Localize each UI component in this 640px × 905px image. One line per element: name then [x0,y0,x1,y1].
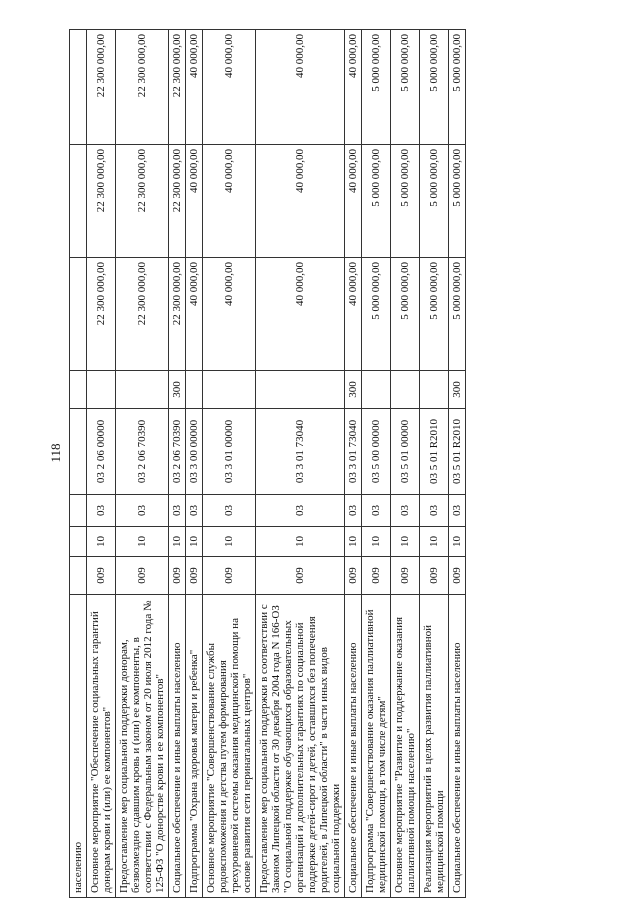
section-cell: 10 [256,527,345,557]
table-body [70,30,466,898]
subsection-cell: 03 [169,495,186,527]
target-article-cell: 03 3 01 73040 [256,409,345,495]
expense-type-cell [116,371,169,409]
target-article-cell: 03 2 06 00000 [87,409,116,495]
table-row [391,30,420,898]
section-cell: 10 [449,527,466,557]
table-row [449,30,466,898]
section-cell: 10 [362,527,391,557]
table-row [116,30,169,898]
target-article-cell: 03 3 01 73040 [345,409,362,495]
amount-year2-cell: 5 000 000,00 [449,145,466,258]
amount-year1-cell: 5 000 000,00 [391,258,420,371]
amount-year3-cell: 22 300 000,00 [169,30,186,145]
dept-code-cell: 009 [420,557,449,595]
amount-year2-cell: 40 000,00 [256,145,345,258]
section-cell: 10 [116,527,169,557]
dept-code-cell: 009 [169,557,186,595]
amount-year2-cell: 40 000,00 [186,145,203,258]
subsection-cell: 03 [256,495,345,527]
amount-year1-cell: 5 000 000,00 [449,258,466,371]
table-row [70,30,87,898]
amount-year3-cell: 40 000,00 [345,30,362,145]
page-number: 118 [48,443,63,463]
budget-table-rotated [69,30,599,898]
amount-year1-cell: 40 000,00 [256,258,345,371]
subsection-cell [70,495,87,527]
target-article-cell [70,409,87,495]
amount-year3-cell: 22 300 000,00 [116,30,169,145]
expense-type-cell [70,371,87,409]
amount-year1-cell: 5 000 000,00 [362,258,391,371]
section-cell: 10 [391,527,420,557]
expense-type-cell: 300 [449,371,466,409]
expense-type-cell [362,371,391,409]
expense-type-cell: 300 [345,371,362,409]
target-article-cell: 03 3 00 00000 [186,409,203,495]
row-name-cell: Предоставление мер социальной поддержки в соответствии с Законом Липецкой области от 30 декабря 2004 года N 166-ОЗ "О социальной поддержке обучающихся образовательных организаций и дополнительных гарантиях по социальной поддержке детей-сирот и детей, оставшихся без попечения родителей, в Липецкой области" в части иных видов социальной поддержки [256,595,345,898]
amount-year1-cell: 40 000,00 [203,258,256,371]
amount-year2-cell: 22 300 000,00 [169,145,186,258]
row-name-cell: Подпрограмма "Охрана здоровья матери и ребенка" [186,595,203,898]
row-name-cell: Основное мероприятие "Обеспечение социальных гарантий донорам крови и (или) ее компонентов" [87,595,116,898]
subsection-cell: 03 [87,495,116,527]
table-row [186,30,203,898]
amount-year2-cell: 5 000 000,00 [420,145,449,258]
amount-year1-cell: 5 000 000,00 [420,258,449,371]
subsection-cell: 03 [203,495,256,527]
expense-type-cell [256,371,345,409]
subsection-cell: 03 [186,495,203,527]
row-name-cell: Основное мероприятие "Совершенствование службы родовспоможения и детства путем формирования трехуровневой системы оказания медицинской помощи на основе развития сети перинатальных центров" [203,595,256,898]
amount-year3-cell [70,30,87,145]
amount-year2-cell: 40 000,00 [203,145,256,258]
amount-year3-cell: 5 000 000,00 [391,30,420,145]
amount-year3-cell: 40 000,00 [203,30,256,145]
dept-code-cell: 009 [186,557,203,595]
target-article-cell: 03 5 01 R2010 [449,409,466,495]
row-name-cell: Социальное обеспечение и иные выплаты населению [449,595,466,898]
table-row [87,30,116,898]
subsection-cell: 03 [116,495,169,527]
target-article-cell: 03 2 06 70390 [116,409,169,495]
table-row [169,30,186,898]
expense-type-cell: 300 [169,371,186,409]
row-name-cell: Основное мероприятие "Развитие и поддержание оказания паллиативной помощи населению" [391,595,420,898]
subsection-cell: 03 [420,495,449,527]
row-name-cell: Социальное обеспечение и иные выплаты населению [169,595,186,898]
amount-year1-cell [70,258,87,371]
amount-year3-cell: 22 300 000,00 [87,30,116,145]
expense-type-cell [391,371,420,409]
table-row [203,30,256,898]
section-cell: 10 [169,527,186,557]
amount-year3-cell: 5 000 000,00 [362,30,391,145]
amount-year2-cell: 5 000 000,00 [362,145,391,258]
row-name-cell: Реализация мероприятий в целях развития паллиативной медицинской помощи [420,595,449,898]
dept-code-cell [70,557,87,595]
dept-code-cell: 009 [362,557,391,595]
row-name-cell: Подпрограмма "Совершенствование оказания паллиативной медицинской помощи, в том числе детям" [362,595,391,898]
dept-code-cell: 009 [116,557,169,595]
section-cell: 10 [345,527,362,557]
section-cell [70,527,87,557]
amount-year2-cell: 22 300 000,00 [116,145,169,258]
target-article-cell: 03 2 06 70390 [169,409,186,495]
expense-type-cell [203,371,256,409]
section-cell: 10 [87,527,116,557]
section-cell: 10 [203,527,256,557]
amount-year3-cell: 5 000 000,00 [420,30,449,145]
amount-year3-cell: 5 000 000,00 [449,30,466,145]
target-article-cell: 03 3 01 00000 [203,409,256,495]
target-article-cell: 03 5 01 R2010 [420,409,449,495]
expense-type-cell [420,371,449,409]
target-article-cell: 03 5 00 00000 [362,409,391,495]
dept-code-cell: 009 [449,557,466,595]
amount-year2-cell [70,145,87,258]
amount-year1-cell: 22 300 000,00 [169,258,186,371]
dept-code-cell: 009 [345,557,362,595]
dept-code-cell: 009 [87,557,116,595]
expense-type-cell [87,371,116,409]
budget-table [69,29,466,898]
amount-year3-cell: 40 000,00 [186,30,203,145]
amount-year1-cell: 40 000,00 [345,258,362,371]
row-name-cell: Социальное обеспечение и иные выплаты населению [345,595,362,898]
subsection-cell: 03 [345,495,362,527]
table-row [256,30,345,898]
amount-year1-cell: 22 300 000,00 [87,258,116,371]
dept-code-cell: 009 [391,557,420,595]
expense-type-cell [186,371,203,409]
table-row [362,30,391,898]
target-article-cell: 03 5 01 00000 [391,409,420,495]
table-row [420,30,449,898]
amount-year2-cell: 5 000 000,00 [391,145,420,258]
section-cell: 10 [186,527,203,557]
subsection-cell: 03 [449,495,466,527]
amount-year1-cell: 22 300 000,00 [116,258,169,371]
budget-table-container [69,30,599,898]
amount-year2-cell: 22 300 000,00 [87,145,116,258]
amount-year3-cell: 40 000,00 [256,30,345,145]
subsection-cell: 03 [362,495,391,527]
amount-year2-cell: 40 000,00 [345,145,362,258]
dept-code-cell: 009 [256,557,345,595]
row-name-cell: Предоставление мер социальной поддержки донорам, безвозмездно сдавшим кровь и (или) ее компоненты, в соответствии с Федеральным законом от 20 июля 2012 года № 125-ФЗ "О донорстве крови и ее компонентов" [116,595,169,898]
subsection-cell: 03 [391,495,420,527]
section-cell: 10 [420,527,449,557]
dept-code-cell: 009 [203,557,256,595]
amount-year1-cell: 40 000,00 [186,258,203,371]
row-name-cell: населению [70,595,87,898]
table-row [345,30,362,898]
